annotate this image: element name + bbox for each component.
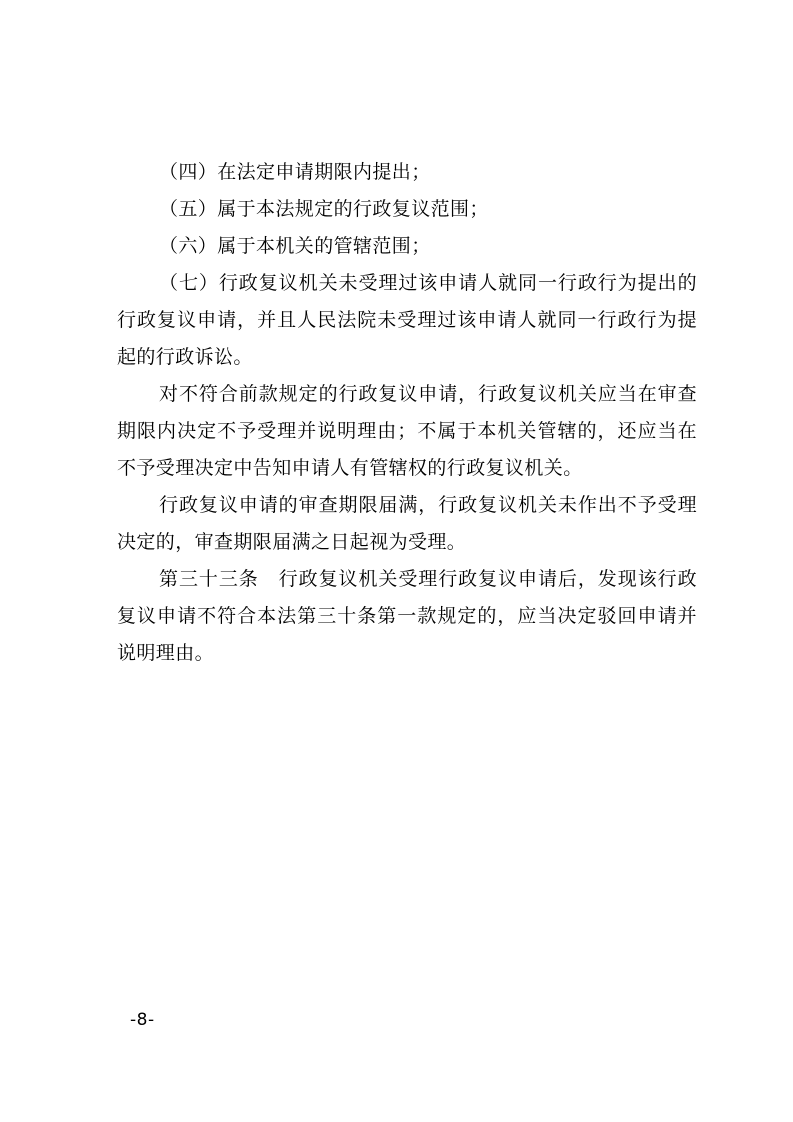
paragraph-item-4: （四）在法定申请期限内提出； [159,161,431,183]
paragraph-item-7: （七）行政复议机关未受理过该申请人就同一行政行为提出的行政复议申请，并且人民法院未受理过该申请人就同一行政行为提起的行政诉讼。 [117,272,697,368]
paragraph-non-acceptance: 对不符合前款规定的行政复议申请，行政复议机关应当在审查期限内决定不予受理并说明理由；不属于本机关管辖的，还应当在不予受理决定中告知申请人有管辖权的行政复议机关。 [117,383,697,479]
page-number: -8- [130,1010,155,1030]
paragraph-article-33: 第三十三条 行政复议机关受理行政复议申请后，发现该行政复议申请不符合本法第三十条第一款规定的，应当决定驳回申请并说明理由。 [117,568,697,664]
paragraph-deemed-acceptance: 行政复议申请的审查期限届满，行政复议机关未作出不予受理决定的，审查期限届满之日起视为受理。 [117,494,697,553]
body-text [117,154,697,672]
paragraph-item-6: （六）属于本机关的管辖范围； [159,235,431,257]
paragraph-item-5: （五）属于本法规定的行政复议范围； [159,198,489,220]
